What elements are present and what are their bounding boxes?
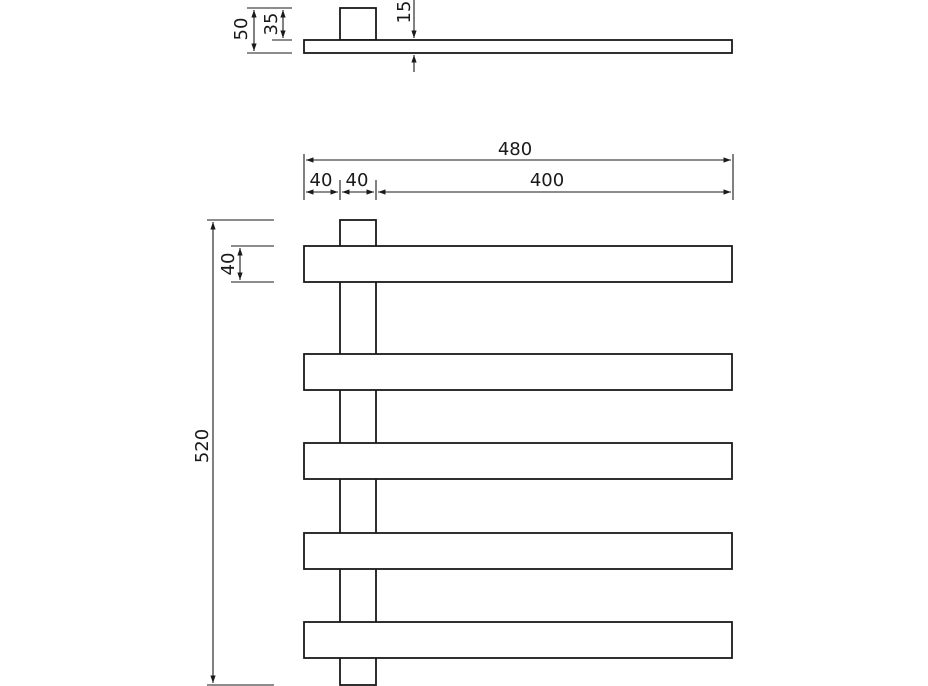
- dim-label-post-offset: 40: [309, 170, 333, 191]
- horizontal-bar-5: [304, 622, 732, 658]
- side-view: [231, 0, 732, 72]
- horizontal-bar-2: [304, 354, 732, 390]
- dim-label-side-bar-offset: 15: [394, 0, 415, 24]
- dim-label-side-total: 50: [231, 17, 252, 41]
- dim-label-side-post: 35: [261, 12, 282, 36]
- dim-label-overall-width: 480: [497, 139, 533, 160]
- dim-label-overall-height: 520: [192, 428, 213, 464]
- side-view-post: [340, 8, 376, 40]
- horizontal-bar-1: [304, 246, 732, 282]
- dim-label-bar-height: 40: [218, 252, 239, 276]
- horizontal-bar-3: [304, 443, 732, 479]
- dim-label-bar-overhang: 400: [529, 170, 565, 191]
- horizontal-bar-4: [304, 533, 732, 569]
- side-view-bar: [304, 40, 732, 53]
- front-view: [192, 139, 733, 685]
- dim-label-post-width: 40: [345, 170, 369, 191]
